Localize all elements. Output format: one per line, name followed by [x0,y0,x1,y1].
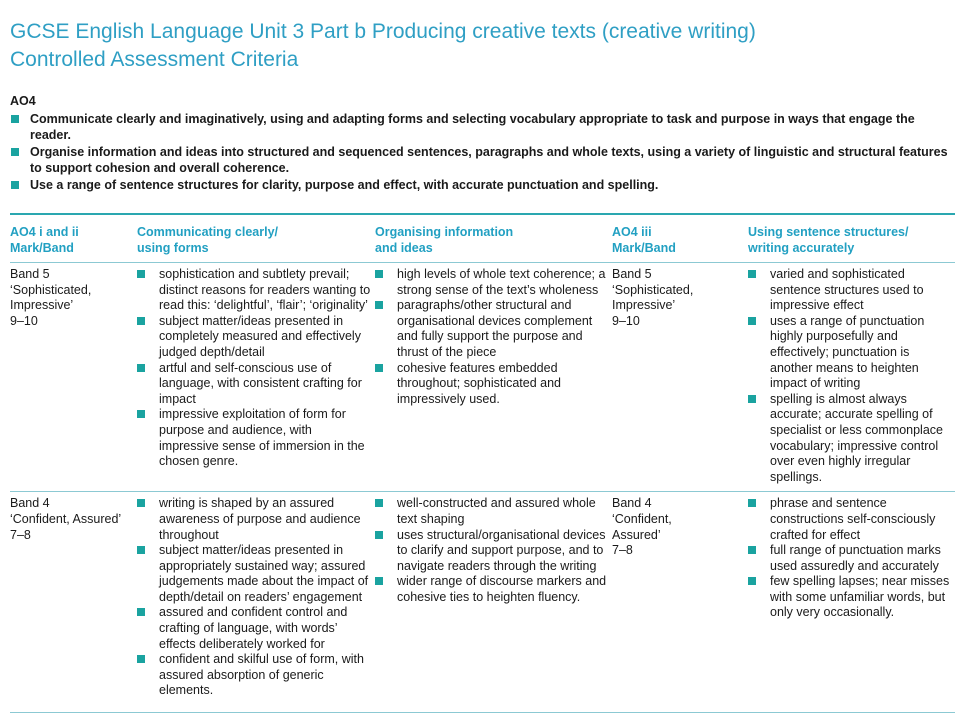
list-item: artful and self-conscious use of language, with consistent crafting for impact [137,361,371,408]
communicating-cell [137,492,375,712]
list-item: sophistication and subtlety prevail; distinct reasons for readers wanting to read this: ‘delightful’, ‘flair’; ‘originality’ [137,267,371,314]
square-bullet-icon [375,364,383,372]
header-sentence-structures: Using sentence structures/ writing accurately [748,222,955,263]
band-cell: Band 4 ‘Confident, Assured’ 7–8 [10,496,122,542]
list-item: cohesive features embedded throughout; sophisticated and impressively used. [375,361,608,408]
list-item: full range of punctuation marks used assuredly and accurately [748,543,951,574]
list-item: confident and skilful use of form, with assured absorption of generic elements. [137,652,371,699]
title-line-1: GCSE English Language Unit 3 Part b Producing creative texts (creative writing) [10,20,756,43]
square-bullet-icon [137,364,145,372]
list-item: assured and confident control and crafting of language, with words’ effects deliberately worked for [137,605,371,652]
square-bullet-icon [748,395,756,403]
header-organising: Organising information and ideas [375,222,612,263]
square-bullet-icon [11,148,19,156]
header-communicating: Communicating clearly/ using forms [137,222,375,263]
band-cell: Band 5 ‘Sophisticated, Impressive’ 9–10 [10,263,137,492]
square-bullet-icon [748,317,756,325]
square-bullet-icon [137,655,145,663]
list-item: wider range of discourse markers and cohesive ties to heighten fluency. [375,574,608,605]
assessment-objective [10,93,955,194]
band-cell: Band 5 ‘Sophisticated, Impressive’ 9–10 [612,263,748,492]
top-divider [10,213,955,215]
list-item: high levels of whole text coherence; a strong sense of the text’s wholeness [375,267,608,298]
square-bullet-icon [137,270,145,278]
list-item: uses structural/organisational devices to clarify and support purpose, and to navigate readers through the writing [375,528,608,575]
list-item: phrase and sentence constructions self-consciously crafted for effect [748,496,951,543]
square-bullet-icon [375,531,383,539]
list-item: spelling is almost always accurate; accurate spelling of specialist or less commonplace vocabulary; impressive control over even highly irregular spellings. [748,392,951,486]
square-bullet-icon [375,577,383,585]
criteria-table [10,222,955,712]
organising-cell [375,492,612,712]
header-band-ao4-iii: AO4 iii Mark/Band [612,222,748,263]
square-bullet-icon [11,115,19,123]
sentences-cell [748,263,955,492]
list-item: subject matter/ideas presented in completely measured and effectively judged depth/detail [137,314,371,361]
title-line-2: Controlled Assessment Criteria [10,48,299,71]
list-item: paragraphs/other structural and organisational devices complement and fully support the purpose and thrust of the piece [375,298,608,360]
ao-item: Use a range of sentence structures for clarity, purpose and effect, with accurate punctuation and spelling. [10,177,955,193]
ao-label: AO4 [10,94,36,108]
organising-cell [375,263,612,492]
ao-item: Communicate clearly and imaginatively, using and adapting forms and selecting vocabulary appropriate to task and purpose in ways that engage the reader. [10,111,955,143]
square-bullet-icon [11,181,19,189]
page-title [10,18,950,74]
list-item: writing is shaped by an assured awareness of purpose and audience throughout [137,496,371,543]
square-bullet-icon [137,546,145,554]
square-bullet-icon [748,499,756,507]
band-cell: Band 4 ‘Confident, Assured’ 7–8 [612,496,672,558]
bottom-divider [10,712,955,713]
square-bullet-icon [748,546,756,554]
table-row-band-4 [10,492,955,712]
list-item: impressive exploitation of form for purpose and audience, with impressive sense of immersion in the chosen genre. [137,407,371,469]
ao-item: Organise information and ideas into structured and sequenced sentences, paragraphs and whole texts, using a variety of linguistic and structural features to support cohesion and overall coherence. [10,144,955,176]
list-item: varied and sophisticated sentence structures used to impressive effect [748,267,951,314]
header-band-ao4-i-ii: AO4 i and ii Mark/Band [10,222,137,263]
list-item: few spelling lapses; near misses with some unfamiliar words, but only very occasionally. [748,574,951,621]
square-bullet-icon [137,499,145,507]
table-row-band-5 [10,263,955,492]
square-bullet-icon [375,301,383,309]
list-item: subject matter/ideas presented in appropriately sustained way; assured judgements made about the impact of depth/detail on readers’ engagement [137,543,371,605]
list-item: uses a range of punctuation highly purposefully and effectively; punctuation is another means to heighten impact of writing [748,314,951,392]
square-bullet-icon [137,317,145,325]
list-item: well-constructed and assured whole text shaping [375,496,608,527]
square-bullet-icon [137,608,145,616]
communicating-cell [137,263,375,492]
square-bullet-icon [748,577,756,585]
square-bullet-icon [375,499,383,507]
square-bullet-icon [375,270,383,278]
square-bullet-icon [137,410,145,418]
sentences-cell [748,492,955,712]
table-header-row [10,222,955,263]
square-bullet-icon [748,270,756,278]
